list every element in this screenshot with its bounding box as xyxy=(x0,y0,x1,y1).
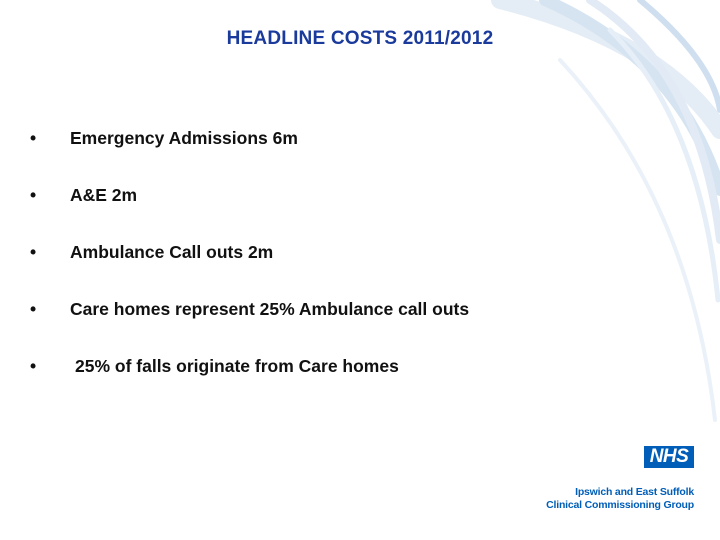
slide-title: HEADLINE COSTS 2011/2012 xyxy=(226,28,494,49)
bullet-text: Care homes represent 25% Ambulance call outs xyxy=(70,299,470,319)
bullet-icon: • xyxy=(30,299,37,319)
bullet-text: A&E 2m xyxy=(70,185,138,205)
bullet-text: Ambulance Call outs 2m xyxy=(70,242,274,262)
bullet-icon: • xyxy=(30,185,37,205)
bullet-text: Emergency Admissions 6m xyxy=(70,128,298,148)
bullet-icon: • xyxy=(30,242,37,262)
organisation-name xyxy=(546,486,694,512)
bullet-icon: • xyxy=(30,128,37,148)
nhs-logo: NHS xyxy=(644,446,694,468)
bullet-text: 25% of falls originate from Care homes xyxy=(75,356,399,376)
organisation-name-line1: Ipswich and East Suffolk xyxy=(575,486,694,498)
organisation-name-line2: Clinical Commissioning Group xyxy=(546,499,694,511)
bullet-icon: • xyxy=(30,356,37,376)
